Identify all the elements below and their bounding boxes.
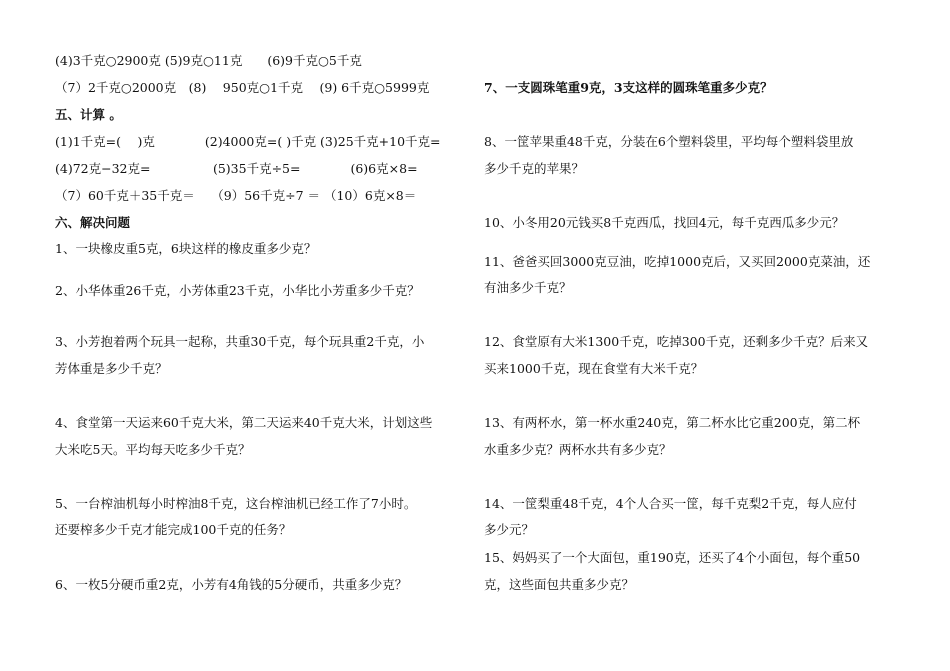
problem-4-line-1: 4、食堂第一天运来60千克大米，第二天运来40千克大米，计划这些: [55, 415, 433, 430]
problem-15-line-1: 15、妈妈买了一个大面包，重190克，还买了4个小面包，每个重50: [484, 550, 861, 565]
problem-3-line-1: 3、小芳抱着两个玩具一起称，共重30千克，每个玩具重2千克，小: [55, 334, 425, 349]
calc-row-1: (1)1千克=( )克 (2)4000克=( )千克 (3)25千克+10千克=: [55, 134, 441, 149]
problem-2: 2、小华体重26千克，小芳体重23千克，小华比小芳重多少千克？: [55, 283, 420, 298]
calc-row-2: (4)72克−32克= (5)35千克÷5= (6)6克×8=: [55, 161, 418, 176]
compare-row-1: (4)3千克○2900克 (5)9克○11克 (6)9千克○5千克: [55, 53, 362, 68]
problem-3-line-2: 芳体重是多少千克？: [55, 361, 168, 376]
problem-13-line-2: 水重多少克？两杯水共有多少克？: [484, 442, 672, 457]
problem-10: 10、小冬用20元钱买8千克西瓜，找回4元，每千克西瓜多少元？: [484, 215, 845, 230]
section-five-title: 五、计算 。: [55, 107, 122, 122]
problem-11-line-2: 有油多少千克？: [484, 280, 572, 295]
problem-12-line-2: 买来1000千克，现在食堂有大米千克？: [484, 361, 704, 376]
problem-15-line-2: 克，这些面包共重多少克？: [484, 577, 635, 592]
problem-13-line-1: 13、有两杯水，第一杯水重240克，第二杯水比它重200克，第二杯: [484, 415, 861, 430]
problem-11-line-1: 11、爸爸买回3000克豆油，吃掉1000克后，又买回2000克菜油，还: [484, 254, 871, 269]
problem-7: 7、一支圆珠笔重9克，3支这样的圆珠笔重多少克？: [484, 80, 773, 95]
compare-row-2: （7）2千克○2000克 (8) 950克○1千克 (9) 6千克○5999克: [55, 80, 430, 95]
problem-6: 6、一枚5分硬币重2克，小芳有4角钱的5分硬币，共重多少克？: [55, 577, 408, 592]
problem-5-line-2: 还要榨多少千克才能完成100千克的任务？: [55, 522, 292, 537]
problem-8-line-1: 8、一筐苹果重48千克，分装在6个塑料袋里，平均每个塑料袋里放: [484, 134, 854, 149]
calc-row-3: （7）60千克＋35千克＝ （9）56千克÷7 ＝ （10）6克×8＝: [55, 188, 417, 203]
problem-5-line-1: 5、一台榨油机每小时榨油8千克，这台榨油机已经工作了7小时。: [55, 496, 417, 511]
problem-14-line-1: 14、一筐梨重48千克，4个人合买一筐，每千克梨2千克，每人应付: [484, 496, 857, 511]
problem-14-line-2: 多少元？: [484, 522, 535, 537]
problem-1: 1、一块橡皮重5克，6块这样的橡皮重多少克？: [55, 241, 317, 256]
problem-12-line-1: 12、食堂原有大米1300千克，吃掉300千克，还剩多少千克？后来又: [484, 334, 869, 349]
problem-4-line-2: 大米吃5天。平均每天吃多少千克？: [55, 442, 251, 457]
section-six-title: 六、解决问题: [55, 215, 131, 230]
problem-8-line-2: 多少千克的苹果？: [484, 161, 585, 176]
